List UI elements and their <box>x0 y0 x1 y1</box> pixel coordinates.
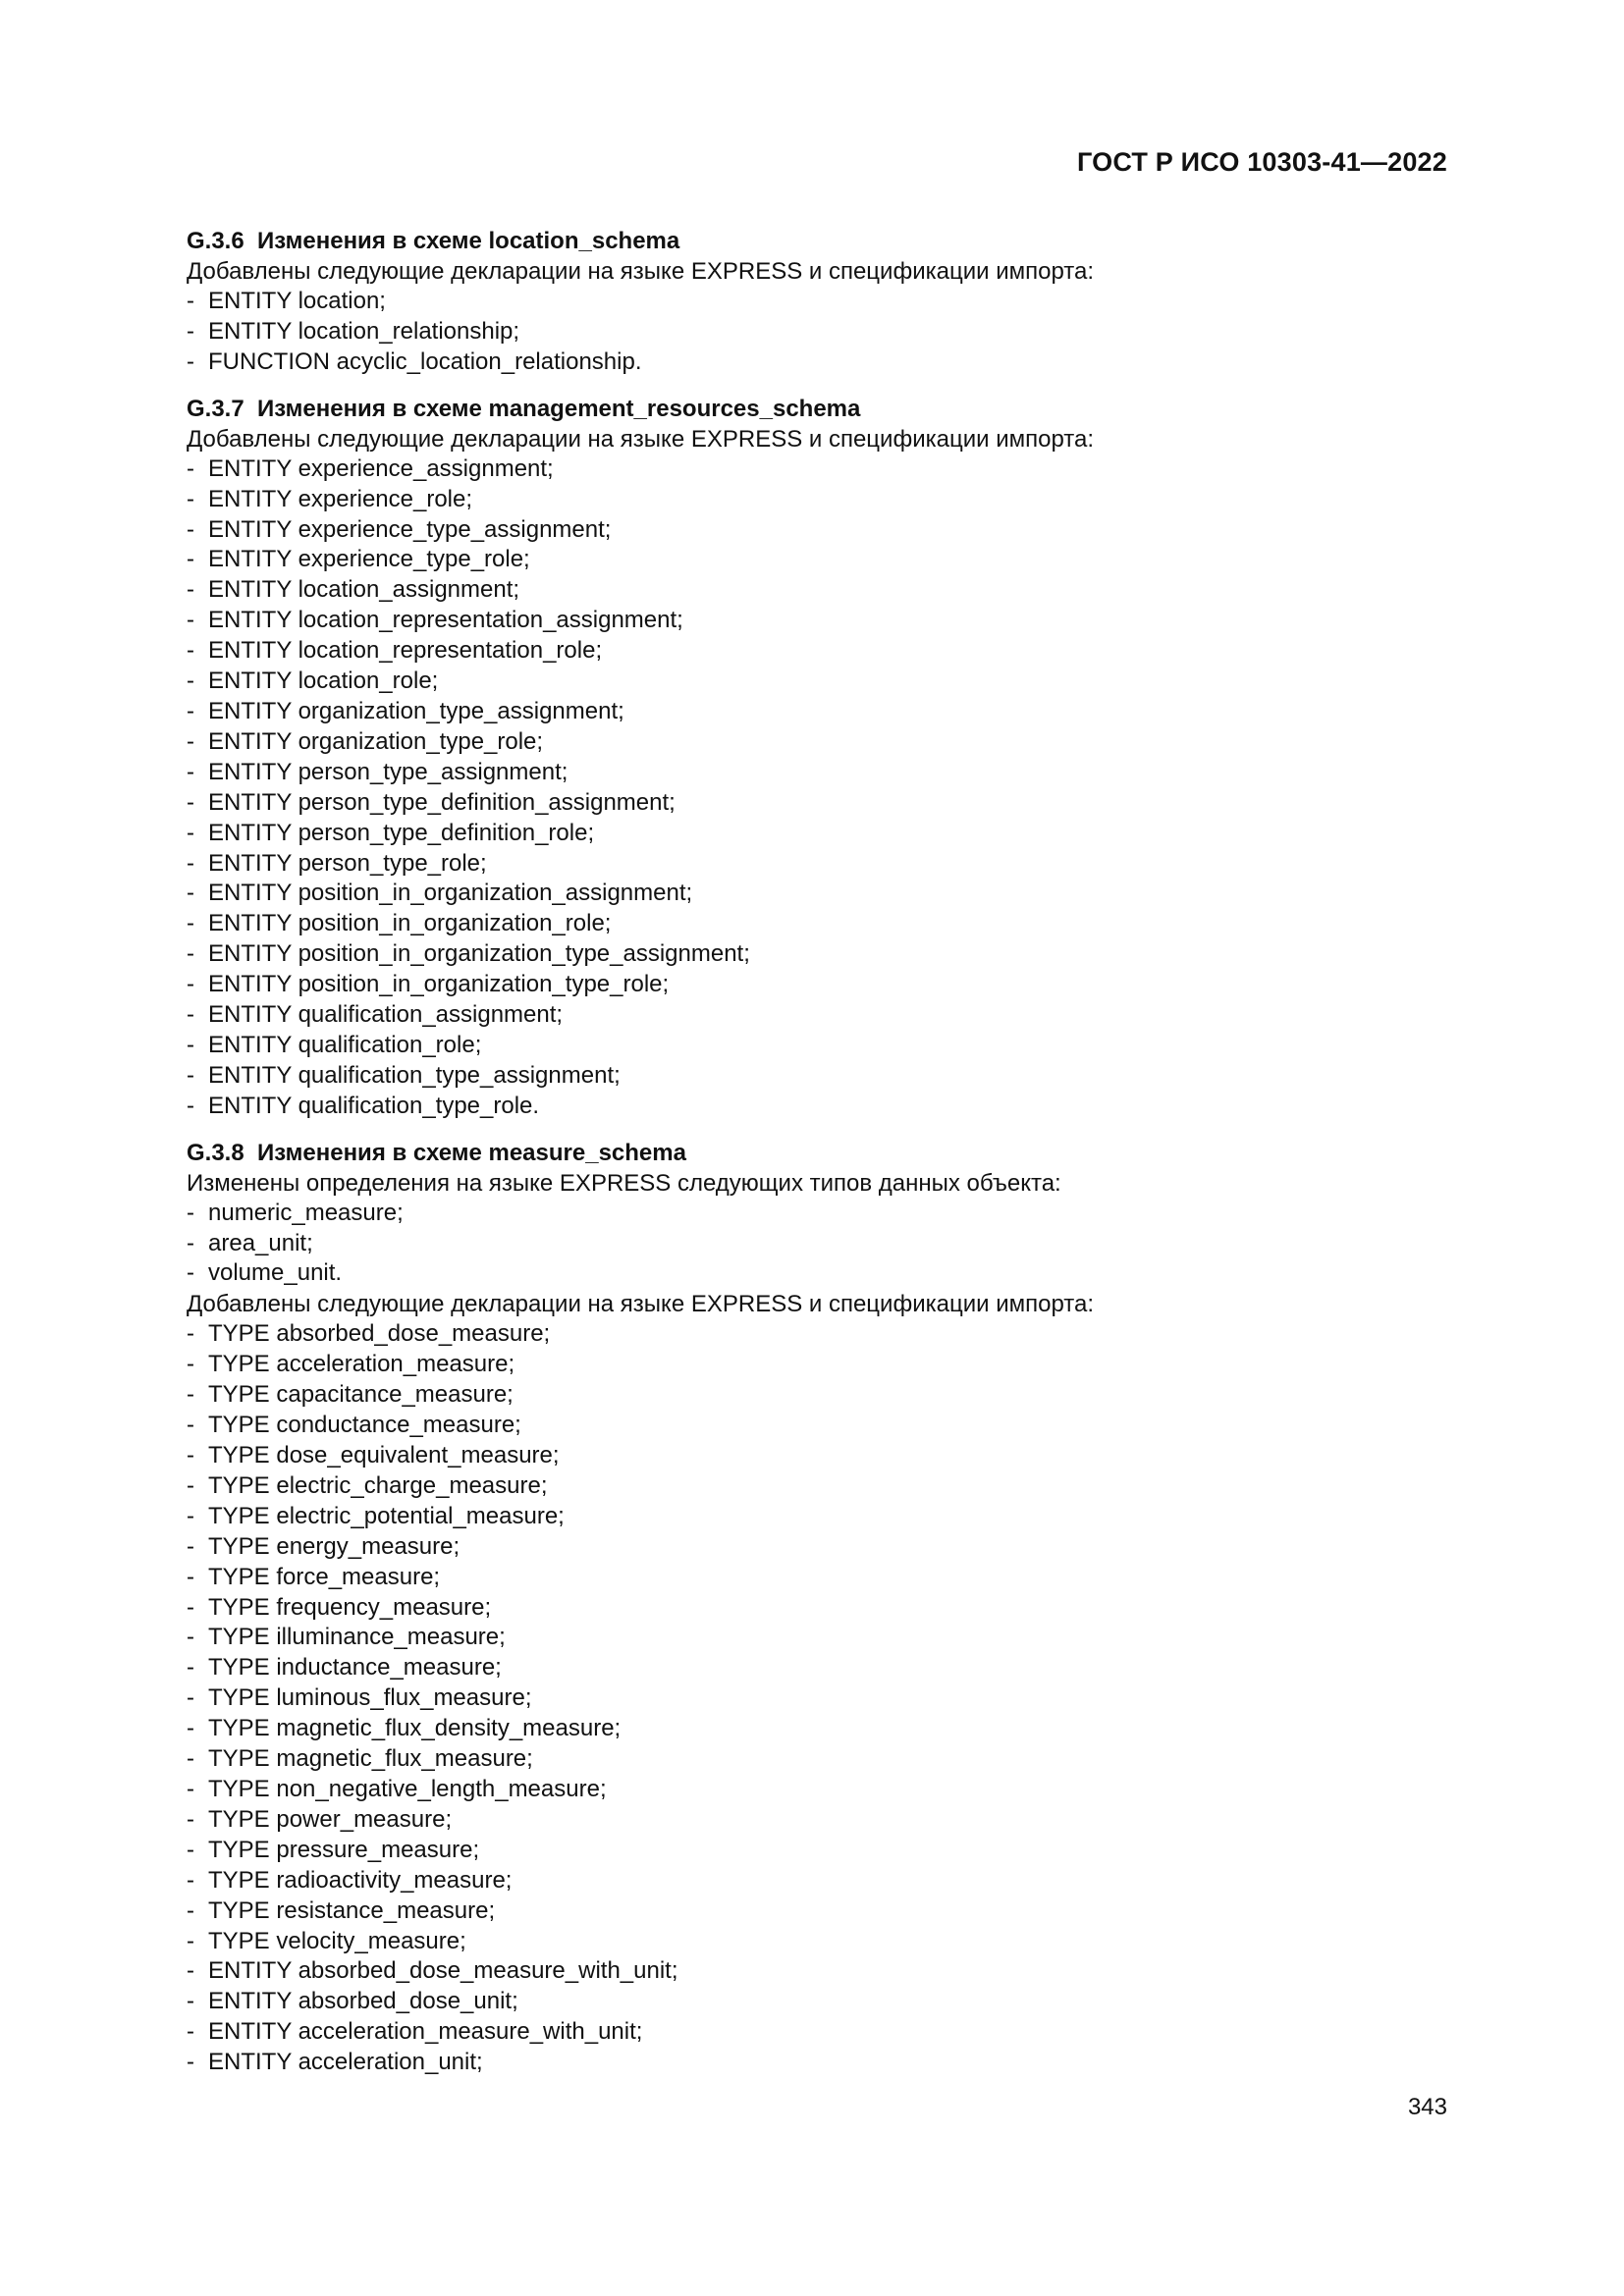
list-dash: - <box>187 317 194 345</box>
list-item-text: ENTITY qualification_role; <box>208 1031 482 1058</box>
list-item <box>187 909 1463 939</box>
list-dash: - <box>187 1199 194 1226</box>
section-heading: G.3.7 Изменения в схеме management_resources_schema <box>187 395 861 422</box>
list-item <box>187 879 1463 909</box>
list-item <box>187 1623 1463 1653</box>
list-dash: - <box>187 1593 194 1621</box>
list-item <box>187 1987 1463 2017</box>
list-dash: - <box>187 667 194 695</box>
list-item <box>187 317 1463 347</box>
list-item-text: TYPE capacitance_measure; <box>208 1381 514 1409</box>
list-item <box>187 1199 1463 1229</box>
list-item-text: TYPE energy_measure; <box>208 1532 460 1560</box>
section <box>187 394 1463 1122</box>
list-dash: - <box>187 1502 194 1529</box>
list-item <box>187 1805 1463 1836</box>
page-number: 343 <box>1407 2094 1447 2120</box>
section <box>187 226 1463 378</box>
section-heading: G.3.8 Изменения в схеме measure_schema <box>187 1139 686 1166</box>
section-intro: Добавлены следующие декларации на языке EXPRESS и спецификации импорта: <box>187 425 1095 453</box>
list-item-text: TYPE illuminance_measure; <box>208 1624 506 1651</box>
declaration-list <box>187 454 1463 1122</box>
list-item-text: ENTITY position_in_organization_assignment; <box>208 880 693 907</box>
list-item-text: ENTITY location; <box>208 288 386 314</box>
list-item <box>187 1744 1463 1775</box>
list-item <box>187 575 1463 606</box>
list-item-text: ENTITY position_in_organization_type_role; <box>208 971 670 998</box>
list-item-text: TYPE pressure_measure; <box>208 1836 480 1863</box>
list-item-text: ENTITY position_in_organization_role; <box>208 910 612 937</box>
list-dash: - <box>187 697 194 724</box>
list-item-text: ENTITY person_type_definition_role; <box>208 819 595 846</box>
section-heading: G.3.6 Изменения в схеме location_schema <box>187 228 680 254</box>
list-item-text: TYPE absorbed_dose_measure; <box>208 1320 551 1348</box>
list-dash: - <box>187 1532 194 1560</box>
list-item-text: ENTITY acceleration_unit; <box>208 2049 483 2076</box>
list-item-text: ENTITY qualification_type_assignment; <box>208 1061 621 1089</box>
list-item-text: ENTITY location_representation_assignment; <box>208 607 683 634</box>
list-item-text: TYPE radioactivity_measure; <box>208 1866 513 1894</box>
list-dash: - <box>187 1563 194 1590</box>
list-item <box>187 1411 1463 1441</box>
list-item-text: TYPE electric_charge_measure; <box>208 1471 548 1499</box>
list-dash: - <box>187 576 194 604</box>
list-dash: - <box>187 1896 194 1924</box>
list-item-text: ENTITY organization_type_assignment; <box>208 697 624 724</box>
list-dash: - <box>187 2018 194 2046</box>
list-item <box>187 970 1463 1000</box>
list-item-text: ENTITY location_representation_role; <box>208 637 603 665</box>
list-dash: - <box>187 637 194 665</box>
list-dash: - <box>187 1624 194 1651</box>
list-item-text: numeric_measure; <box>208 1199 404 1226</box>
list-item <box>187 819 1463 849</box>
list-item-text: FUNCTION acyclic_location_relationship. <box>208 347 642 375</box>
list-item <box>187 667 1463 697</box>
list-item <box>187 758 1463 788</box>
list-dash: - <box>187 1775 194 1802</box>
list-item-text: volume_unit. <box>208 1259 343 1287</box>
section-intro: Добавлены следующие декларации на языке EXPRESS и спецификации импорта: <box>187 258 1095 285</box>
list-item-text: ENTITY qualification_assignment; <box>208 1001 564 1029</box>
section <box>187 1138 1463 2078</box>
list-item-text: ENTITY experience_type_assignment; <box>208 515 612 543</box>
list-item <box>187 1927 1463 1957</box>
list-item-text: ENTITY location_relationship; <box>208 317 520 345</box>
list-item-text: TYPE electric_potential_measure; <box>208 1502 565 1529</box>
list-item-text: area_unit; <box>208 1229 313 1256</box>
list-item-text: TYPE magnetic_flux_measure; <box>208 1745 533 1773</box>
list-dash: - <box>187 1684 194 1712</box>
list-item <box>187 287 1463 317</box>
list-dash: - <box>187 1866 194 1894</box>
list-dash: - <box>187 940 194 968</box>
list-item-text: TYPE resistance_measure; <box>208 1896 496 1924</box>
list-item-text: TYPE frequency_measure; <box>208 1593 492 1621</box>
list-item-text: TYPE inductance_measure; <box>208 1654 502 1682</box>
list-item <box>187 1866 1463 1896</box>
list-item <box>187 939 1463 970</box>
list-dash: - <box>187 1320 194 1348</box>
declaration-list <box>187 1199 1463 1290</box>
list-dash: - <box>187 607 194 634</box>
list-item-text: ENTITY organization_type_role; <box>208 727 544 755</box>
list-item <box>187 1563 1463 1593</box>
section-intro: Добавлены следующие декларации на языке EXPRESS и спецификации импорта: <box>187 1291 1095 1318</box>
list-dash: - <box>187 485 194 512</box>
list-dash: - <box>187 1745 194 1773</box>
list-dash: - <box>187 788 194 816</box>
list-item-text: ENTITY qualification_type_role. <box>208 1092 540 1119</box>
list-item-text: TYPE force_measure; <box>208 1563 441 1590</box>
document-body <box>187 226 1463 2094</box>
list-dash: - <box>187 546 194 573</box>
list-item <box>187 1350 1463 1380</box>
list-dash: - <box>187 1061 194 1089</box>
list-item <box>187 1380 1463 1411</box>
list-item-text: TYPE acceleration_measure; <box>208 1351 515 1378</box>
list-item <box>187 1471 1463 1502</box>
list-item <box>187 347 1463 378</box>
list-dash: - <box>187 1381 194 1409</box>
list-item-text: ENTITY absorbed_dose_unit; <box>208 1988 518 2015</box>
list-item <box>187 606 1463 636</box>
list-dash: - <box>187 1927 194 1954</box>
list-item <box>187 1593 1463 1624</box>
list-item <box>187 1000 1463 1031</box>
list-item <box>187 1775 1463 1805</box>
list-dash: - <box>187 1805 194 1833</box>
list-item-text: ENTITY location_role; <box>208 667 439 695</box>
list-item-text: ENTITY location_assignment; <box>208 576 520 604</box>
document-header: ГОСТ Р ИСО 10303-41—2022 <box>1077 147 1447 177</box>
list-item-text: TYPE luminous_flux_measure; <box>208 1684 532 1712</box>
list-item-text: ENTITY experience_type_role; <box>208 546 530 573</box>
list-item-text: ENTITY person_type_assignment; <box>208 758 568 785</box>
list-dash: - <box>187 454 194 482</box>
list-dash: - <box>187 515 194 543</box>
list-dash: - <box>187 1412 194 1439</box>
list-dash: - <box>187 1654 194 1682</box>
list-item-text: ENTITY experience_assignment; <box>208 454 554 482</box>
declaration-list <box>187 1319 1463 2078</box>
list-item <box>187 849 1463 880</box>
list-item <box>187 1653 1463 1683</box>
list-item <box>187 1441 1463 1471</box>
list-dash: - <box>187 880 194 907</box>
list-item-text: TYPE conductance_measure; <box>208 1412 521 1439</box>
list-item <box>187 697 1463 727</box>
list-dash: - <box>187 1715 194 1742</box>
list-item <box>187 1836 1463 1866</box>
list-dash: - <box>187 1471 194 1499</box>
list-item-text: ENTITY acceleration_measure_with_unit; <box>208 2018 643 2046</box>
list-dash: - <box>187 910 194 937</box>
list-dash: - <box>187 1031 194 1058</box>
list-item <box>187 1896 1463 1927</box>
list-item-text: ENTITY absorbed_dose_measure_with_unit; <box>208 1957 678 1985</box>
list-item-text: ENTITY person_type_definition_assignment; <box>208 788 676 816</box>
list-item-text: ENTITY experience_role; <box>208 485 473 512</box>
list-item <box>187 1258 1463 1289</box>
list-item <box>187 515 1463 546</box>
list-item-text: ENTITY position_in_organization_type_assignment; <box>208 940 750 968</box>
list-dash: - <box>187 1351 194 1378</box>
list-dash: - <box>187 1229 194 1256</box>
list-dash: - <box>187 1836 194 1863</box>
list-dash: - <box>187 1092 194 1119</box>
section-intro: Изменены определения на языке EXPRESS следующих типов данных объекта: <box>187 1169 1061 1197</box>
list-item <box>187 1319 1463 1350</box>
list-item <box>187 727 1463 758</box>
list-item <box>187 1956 1463 1987</box>
list-dash: - <box>187 758 194 785</box>
list-item-text: TYPE dose_equivalent_measure; <box>208 1442 560 1468</box>
list-dash: - <box>187 1957 194 1985</box>
list-dash: - <box>187 2049 194 2076</box>
list-dash: - <box>187 1001 194 1029</box>
list-item <box>187 636 1463 667</box>
list-item <box>187 1714 1463 1744</box>
list-item <box>187 1229 1463 1259</box>
list-item <box>187 788 1463 819</box>
list-item-text: TYPE magnetic_flux_density_measure; <box>208 1715 622 1742</box>
list-dash: - <box>187 727 194 755</box>
list-item <box>187 485 1463 515</box>
list-item-text: ENTITY person_type_role; <box>208 849 487 877</box>
list-dash: - <box>187 819 194 846</box>
list-item <box>187 1532 1463 1563</box>
list-dash: - <box>187 1442 194 1468</box>
list-dash: - <box>187 288 194 314</box>
list-item-text: TYPE non_negative_length_measure; <box>208 1775 607 1802</box>
list-item <box>187 545 1463 575</box>
list-item <box>187 2017 1463 2048</box>
list-item <box>187 1031 1463 1061</box>
list-item <box>187 1502 1463 1532</box>
list-dash: - <box>187 1259 194 1287</box>
list-item <box>187 1092 1463 1122</box>
list-dash: - <box>187 347 194 375</box>
list-item-text: TYPE velocity_measure; <box>208 1927 466 1954</box>
list-item <box>187 454 1463 485</box>
list-item <box>187 2048 1463 2078</box>
list-item <box>187 1061 1463 1092</box>
list-dash: - <box>187 1988 194 2015</box>
list-item-text: TYPE power_measure; <box>208 1805 453 1833</box>
declaration-list <box>187 287 1463 378</box>
list-item <box>187 1683 1463 1714</box>
list-dash: - <box>187 849 194 877</box>
list-dash: - <box>187 971 194 998</box>
